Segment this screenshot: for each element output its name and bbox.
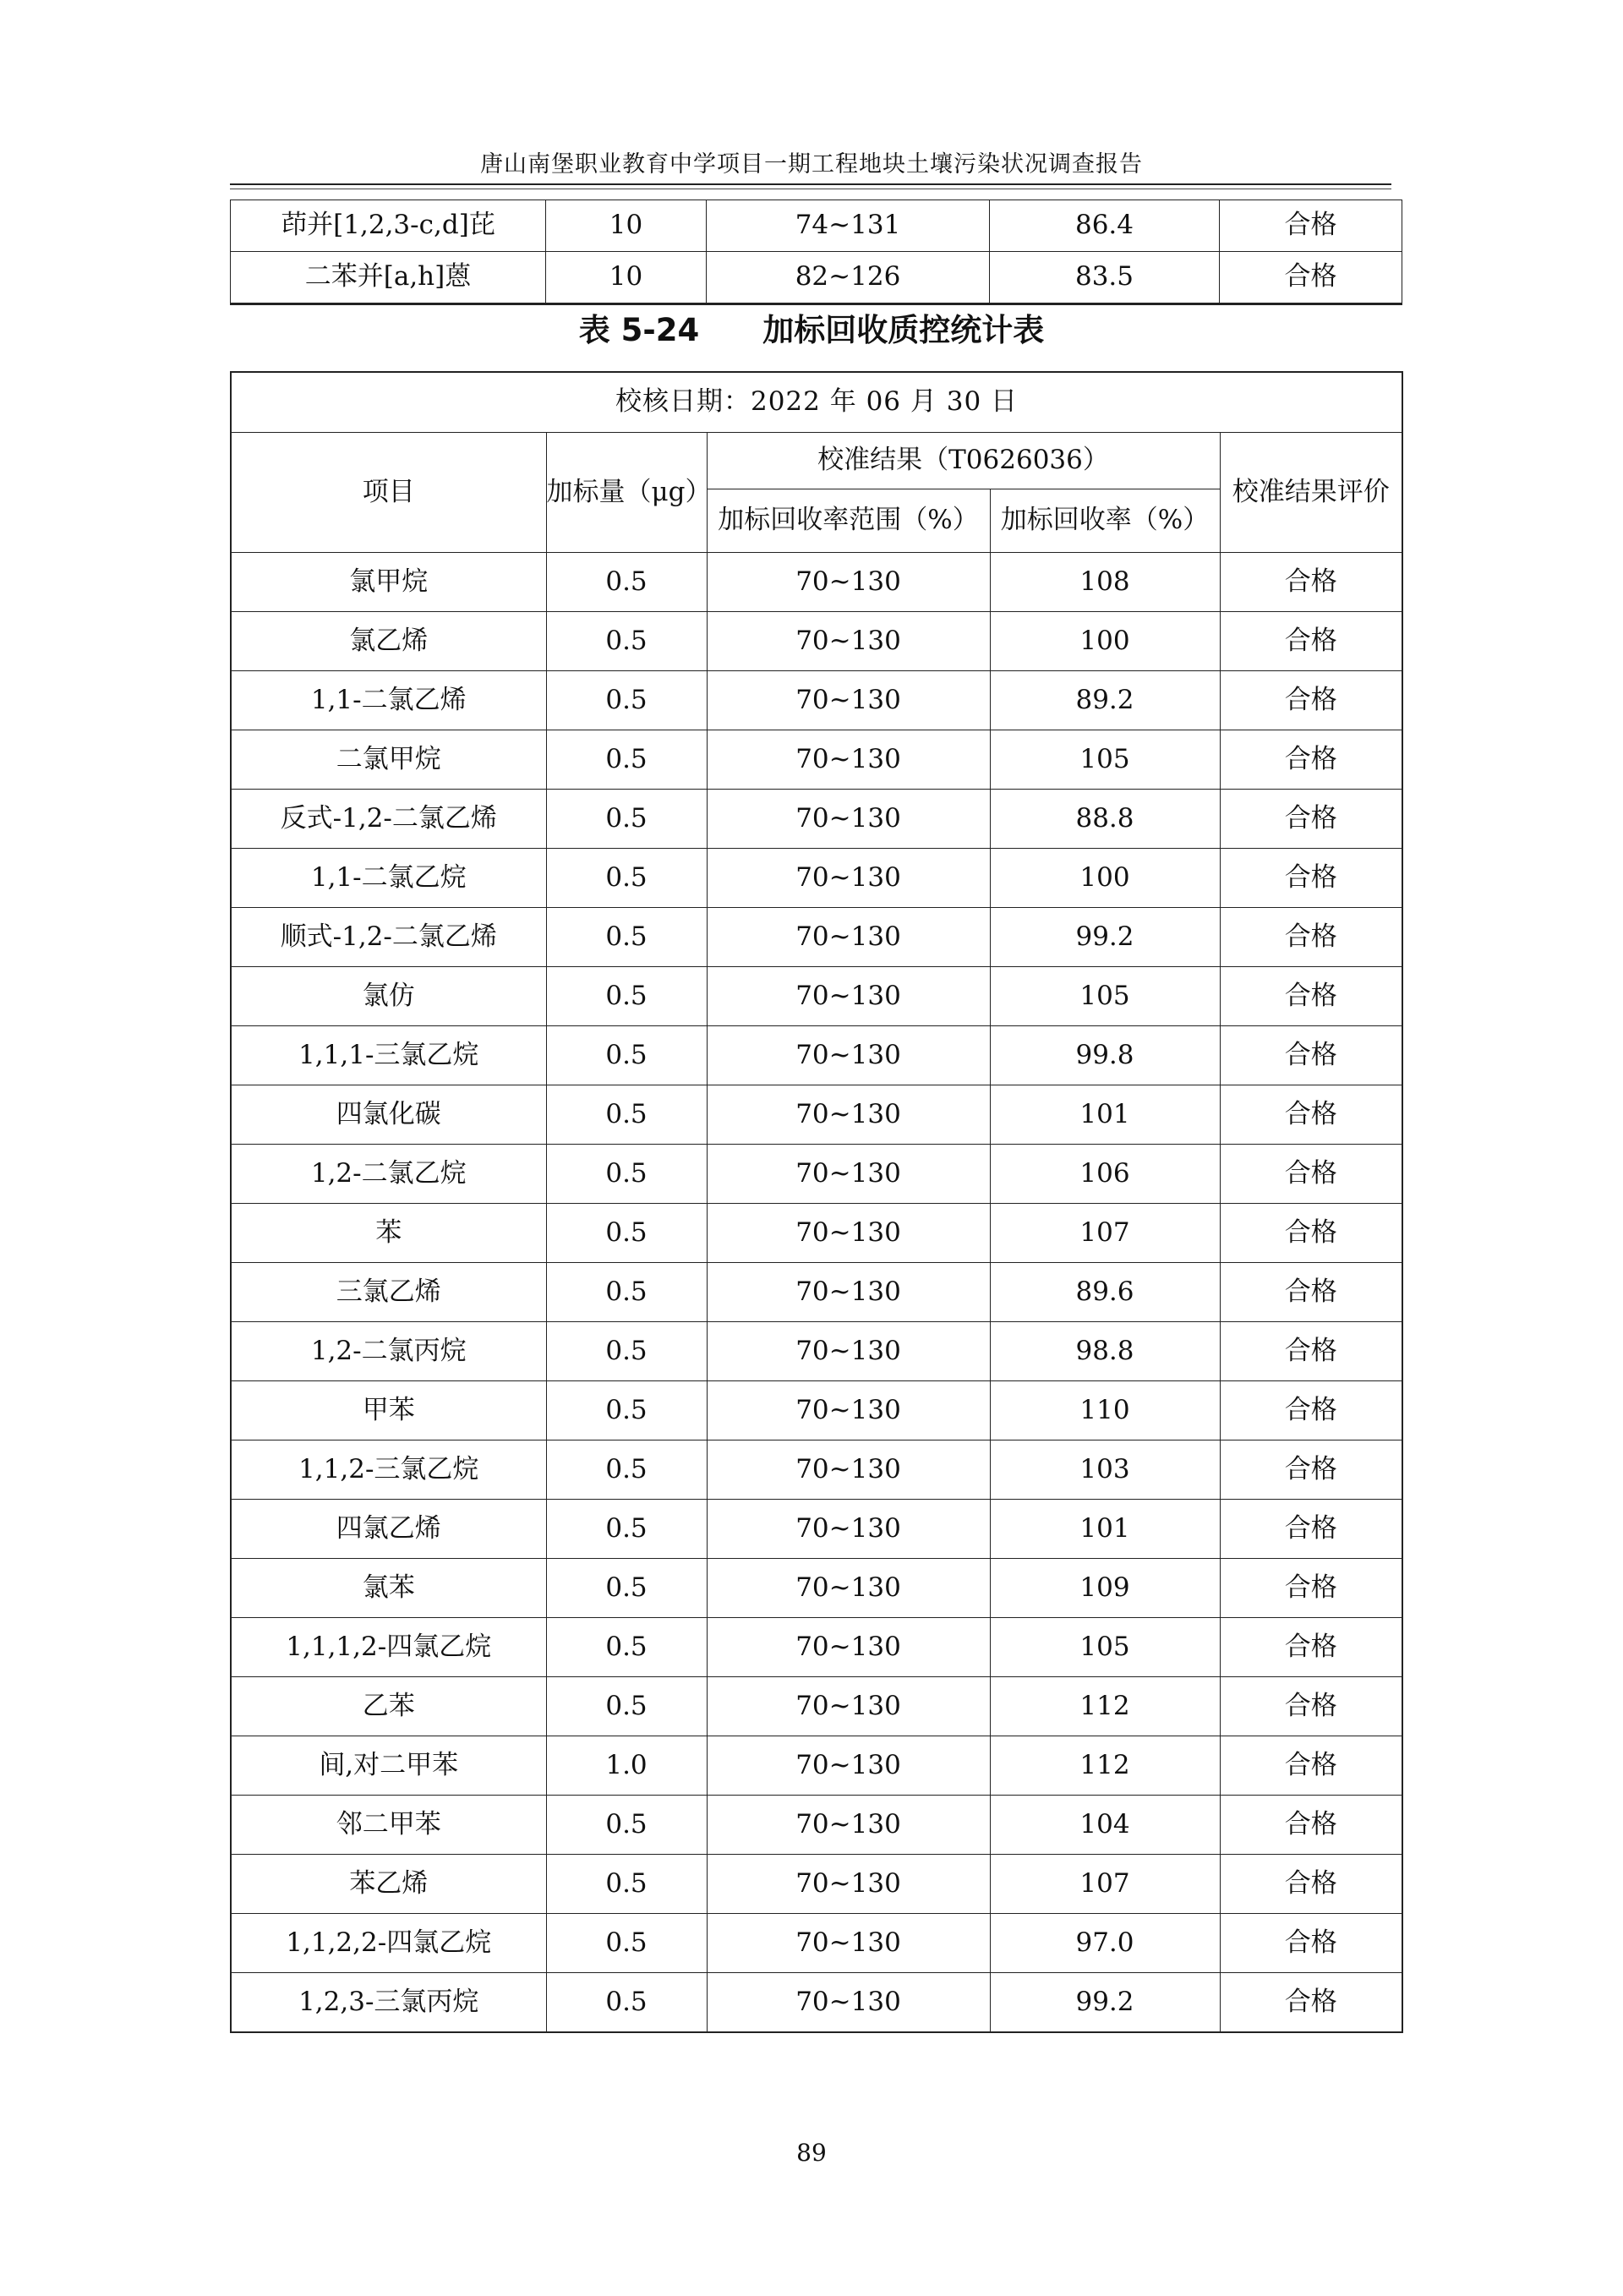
table-row: [231, 1796, 1402, 1855]
item-name-cell: 乙苯: [231, 1677, 546, 1736]
spike-amount-cell: 10: [546, 252, 707, 304]
spike-amount-cell: 0.5: [546, 553, 707, 612]
recovery-rate-cell: 103: [990, 1440, 1220, 1500]
spike-amount-cell: 0.5: [546, 1677, 707, 1736]
item-name-cell: 反式-1,2-二氯乙烯: [231, 790, 546, 849]
header-evaluation: 校准结果评价: [1220, 433, 1402, 553]
table-row: [231, 1145, 1402, 1204]
recovery-rate-cell: 107: [990, 1855, 1220, 1914]
table-row: [231, 671, 1402, 730]
recovery-rate-cell: 99.2: [990, 908, 1220, 967]
table-row: [231, 1381, 1402, 1440]
table-row: [231, 1914, 1402, 1973]
recovery-range-cell: 70~130: [707, 1026, 990, 1085]
spike-amount-cell: 0.5: [546, 1440, 707, 1500]
item-name-cell: 四氯化碳: [231, 1085, 546, 1145]
table-row: [231, 612, 1402, 671]
header-rate: 加标回收率（%）: [990, 489, 1220, 553]
recovery-rate-cell: 112: [990, 1736, 1220, 1796]
table-row: [231, 200, 1402, 252]
continued-table: [230, 200, 1402, 305]
evaluation-cell: 合格: [1220, 790, 1402, 849]
table-row: [231, 1618, 1402, 1677]
spike-amount-cell: 0.5: [546, 967, 707, 1026]
evaluation-cell: 合格: [1220, 1085, 1402, 1145]
evaluation-cell: 合格: [1220, 553, 1402, 612]
table-row: [231, 1736, 1402, 1796]
spike-amount-cell: 0.5: [546, 1855, 707, 1914]
recovery-range-cell: 70~130: [707, 908, 990, 967]
item-name-cell: 三氯乙烯: [231, 1263, 546, 1322]
recovery-rate-cell: 107: [990, 1204, 1220, 1263]
item-name-cell: 1,1-二氯乙烷: [231, 849, 546, 908]
spike-amount-cell: 0.5: [546, 671, 707, 730]
recovery-range-cell: 70~130: [707, 1381, 990, 1440]
recovery-rate-cell: 89.6: [990, 1263, 1220, 1322]
evaluation-cell: 合格: [1220, 1855, 1402, 1914]
table-number: 表 5-24: [578, 312, 700, 348]
recovery-rate-cell: 105: [990, 730, 1220, 790]
recovery-rate-cell: 101: [990, 1085, 1220, 1145]
recovery-rate-cell: 112: [990, 1677, 1220, 1736]
recovery-rate-cell: 83.5: [990, 252, 1220, 304]
spike-recovery-table: [230, 371, 1403, 2033]
spike-amount-cell: 0.5: [546, 908, 707, 967]
item-name-cell: 1,2-二氯乙烷: [231, 1145, 546, 1204]
recovery-range-cell: 70~130: [707, 1145, 990, 1204]
header-item: 项目: [231, 433, 546, 553]
recovery-rate-cell: 105: [990, 1618, 1220, 1677]
recovery-range-cell: 70~130: [707, 1204, 990, 1263]
recovery-range-cell: 70~130: [707, 1914, 990, 1973]
recovery-rate-cell: 110: [990, 1381, 1220, 1440]
evaluation-cell: 合格: [1220, 671, 1402, 730]
recovery-rate-cell: 97.0: [990, 1914, 1220, 1973]
item-name-cell: 茚并[1,2,3-c,d]芘: [231, 200, 546, 252]
item-name-cell: 苯: [231, 1204, 546, 1263]
recovery-range-cell: 70~130: [707, 1559, 990, 1618]
spike-amount-cell: 0.5: [546, 1500, 707, 1559]
recovery-rate-cell: 86.4: [990, 200, 1220, 252]
recovery-range-cell: 70~130: [707, 553, 990, 612]
spike-amount-cell: 0.5: [546, 1322, 707, 1381]
recovery-rate-cell: 99.8: [990, 1026, 1220, 1085]
item-name-cell: 1,1,1,2-四氯乙烷: [231, 1618, 546, 1677]
recovery-rate-cell: 89.2: [990, 671, 1220, 730]
recovery-rate-cell: 100: [990, 849, 1220, 908]
item-name-cell: 甲苯: [231, 1381, 546, 1440]
item-name-cell: 顺式-1,2-二氯乙烯: [231, 908, 546, 967]
item-name-cell: 间,对二甲苯: [231, 1736, 546, 1796]
table-row: [231, 1500, 1402, 1559]
item-name-cell: 氯甲烷: [231, 553, 546, 612]
table-row: [231, 1973, 1402, 2033]
evaluation-cell: 合格: [1220, 1263, 1402, 1322]
evaluation-cell: 合格: [1220, 252, 1402, 304]
header-amount: 加标量（μg）: [546, 433, 707, 553]
recovery-rate-cell: 98.8: [990, 1322, 1220, 1381]
item-name-cell: 1,1,2-三氯乙烷: [231, 1440, 546, 1500]
spike-amount-cell: 0.5: [546, 790, 707, 849]
recovery-range-cell: 70~130: [707, 612, 990, 671]
spike-amount-cell: 0.5: [546, 1204, 707, 1263]
table-row: [231, 1026, 1402, 1085]
recovery-range-cell: 70~130: [707, 1677, 990, 1736]
spike-amount-cell: 0.5: [546, 612, 707, 671]
recovery-range-cell: 70~130: [707, 1500, 990, 1559]
spike-amount-cell: 0.5: [546, 1381, 707, 1440]
table-row: [231, 553, 1402, 612]
table-row: [231, 1677, 1402, 1736]
spike-amount-cell: 0.5: [546, 1026, 707, 1085]
table-row: [231, 849, 1402, 908]
item-name-cell: 1,1,1-三氯乙烷: [231, 1026, 546, 1085]
item-name-cell: 1,2-二氯丙烷: [231, 1322, 546, 1381]
evaluation-cell: 合格: [1220, 1559, 1402, 1618]
evaluation-cell: 合格: [1220, 1736, 1402, 1796]
item-name-cell: 氯苯: [231, 1559, 546, 1618]
evaluation-cell: 合格: [1220, 1026, 1402, 1085]
table-row: [231, 730, 1402, 790]
item-name-cell: 二氯甲烷: [231, 730, 546, 790]
evaluation-cell: 合格: [1220, 1677, 1402, 1736]
spike-amount-cell: 10: [546, 200, 707, 252]
table-caption: [0, 304, 1623, 350]
evaluation-cell: 合格: [1220, 1796, 1402, 1855]
table-row: [231, 1085, 1402, 1145]
page-number: 89: [796, 2139, 827, 2167]
table-row: [231, 1204, 1402, 1263]
recovery-rate-cell: 108: [990, 553, 1220, 612]
recovery-range-cell: 70~130: [707, 671, 990, 730]
item-name-cell: 苯乙烯: [231, 1855, 546, 1914]
evaluation-cell: 合格: [1220, 849, 1402, 908]
recovery-range-cell: 70~130: [707, 1855, 990, 1914]
spike-amount-cell: 0.5: [546, 1145, 707, 1204]
table-row: [231, 1855, 1402, 1914]
recovery-range-cell: 70~130: [707, 1973, 990, 2033]
item-name-cell: 四氯乙烯: [231, 1500, 546, 1559]
recovery-range-cell: 70~130: [707, 1440, 990, 1500]
spike-amount-cell: 0.5: [546, 849, 707, 908]
evaluation-cell: 合格: [1220, 1500, 1402, 1559]
spike-amount-cell: 0.5: [546, 1618, 707, 1677]
table-row: [231, 908, 1402, 967]
continued-table-body: [231, 200, 1402, 304]
evaluation-cell: 合格: [1220, 1618, 1402, 1677]
evaluation-cell: 合格: [1220, 1973, 1402, 2033]
recovery-range-cell: 70~130: [707, 1085, 990, 1145]
table-row: [231, 1559, 1402, 1618]
spike-amount-cell: 0.5: [546, 1085, 707, 1145]
recovery-range-cell: 70~130: [707, 1618, 990, 1677]
table-row: [231, 252, 1402, 304]
recovery-range-cell: 70~130: [707, 967, 990, 1026]
spike-recovery-table-body: [231, 372, 1402, 2032]
recovery-range-cell: 70~130: [707, 730, 990, 790]
evaluation-cell: 合格: [1220, 200, 1402, 252]
spike-amount-cell: 0.5: [546, 730, 707, 790]
spike-amount-cell: 0.5: [546, 1914, 707, 1973]
item-name-cell: 二苯并[a,h]蒽: [231, 252, 546, 304]
evaluation-cell: 合格: [1220, 1440, 1402, 1500]
evaluation-cell: 合格: [1220, 1145, 1402, 1204]
recovery-rate-cell: 88.8: [990, 790, 1220, 849]
table-row: [231, 1322, 1402, 1381]
header-rule: [230, 183, 1391, 185]
table-row: [231, 790, 1402, 849]
recovery-range-cell: 82~126: [707, 252, 990, 304]
recovery-range-cell: 70~130: [707, 1736, 990, 1796]
recovery-rate-cell: 99.2: [990, 1973, 1220, 2033]
spike-amount-cell: 0.5: [546, 1559, 707, 1618]
table-title: 加标回收质控统计表: [762, 312, 1045, 348]
item-name-cell: 1,1,2,2-四氯乙烷: [231, 1914, 546, 1973]
header-result: 校准结果（T0626036）: [707, 433, 1220, 489]
evaluation-cell: 合格: [1220, 1381, 1402, 1440]
evaluation-cell: 合格: [1220, 908, 1402, 967]
check-date: 校核日期：2022 年 06 月 30 日: [231, 372, 1402, 433]
recovery-range-cell: 70~130: [707, 1796, 990, 1855]
page-header-title: 唐山南堡职业教育中学项目一期工程地块土壤污染状况调查报告: [480, 151, 1143, 178]
recovery-rate-cell: 100: [990, 612, 1220, 671]
table-row: [231, 1263, 1402, 1322]
spike-amount-cell: 0.5: [546, 1263, 707, 1322]
item-name-cell: 1,2,3-三氯丙烷: [231, 1973, 546, 2033]
recovery-range-cell: 74~131: [707, 200, 990, 252]
item-name-cell: 氯仿: [231, 967, 546, 1026]
evaluation-cell: 合格: [1220, 1204, 1402, 1263]
evaluation-cell: 合格: [1220, 730, 1402, 790]
spike-amount-cell: 1.0: [546, 1736, 707, 1796]
table-row: [231, 1440, 1402, 1500]
spike-amount-cell: 0.5: [546, 1973, 707, 2033]
evaluation-cell: 合格: [1220, 1322, 1402, 1381]
header-range: 加标回收率范围（%）: [707, 489, 990, 553]
recovery-rate-cell: 104: [990, 1796, 1220, 1855]
spike-amount-cell: 0.5: [546, 1796, 707, 1855]
recovery-rate-cell: 106: [990, 1145, 1220, 1204]
evaluation-cell: 合格: [1220, 1914, 1402, 1973]
recovery-rate-cell: 105: [990, 967, 1220, 1026]
item-name-cell: 邻二甲苯: [231, 1796, 546, 1855]
evaluation-cell: 合格: [1220, 967, 1402, 1026]
recovery-range-cell: 70~130: [707, 849, 990, 908]
item-name-cell: 氯乙烯: [231, 612, 546, 671]
recovery-range-cell: 70~130: [707, 1263, 990, 1322]
recovery-rate-cell: 101: [990, 1500, 1220, 1559]
evaluation-cell: 合格: [1220, 612, 1402, 671]
recovery-range-cell: 70~130: [707, 790, 990, 849]
item-name-cell: 1,1-二氯乙烯: [231, 671, 546, 730]
recovery-rate-cell: 109: [990, 1559, 1220, 1618]
recovery-range-cell: 70~130: [707, 1322, 990, 1381]
table-row: [231, 967, 1402, 1026]
